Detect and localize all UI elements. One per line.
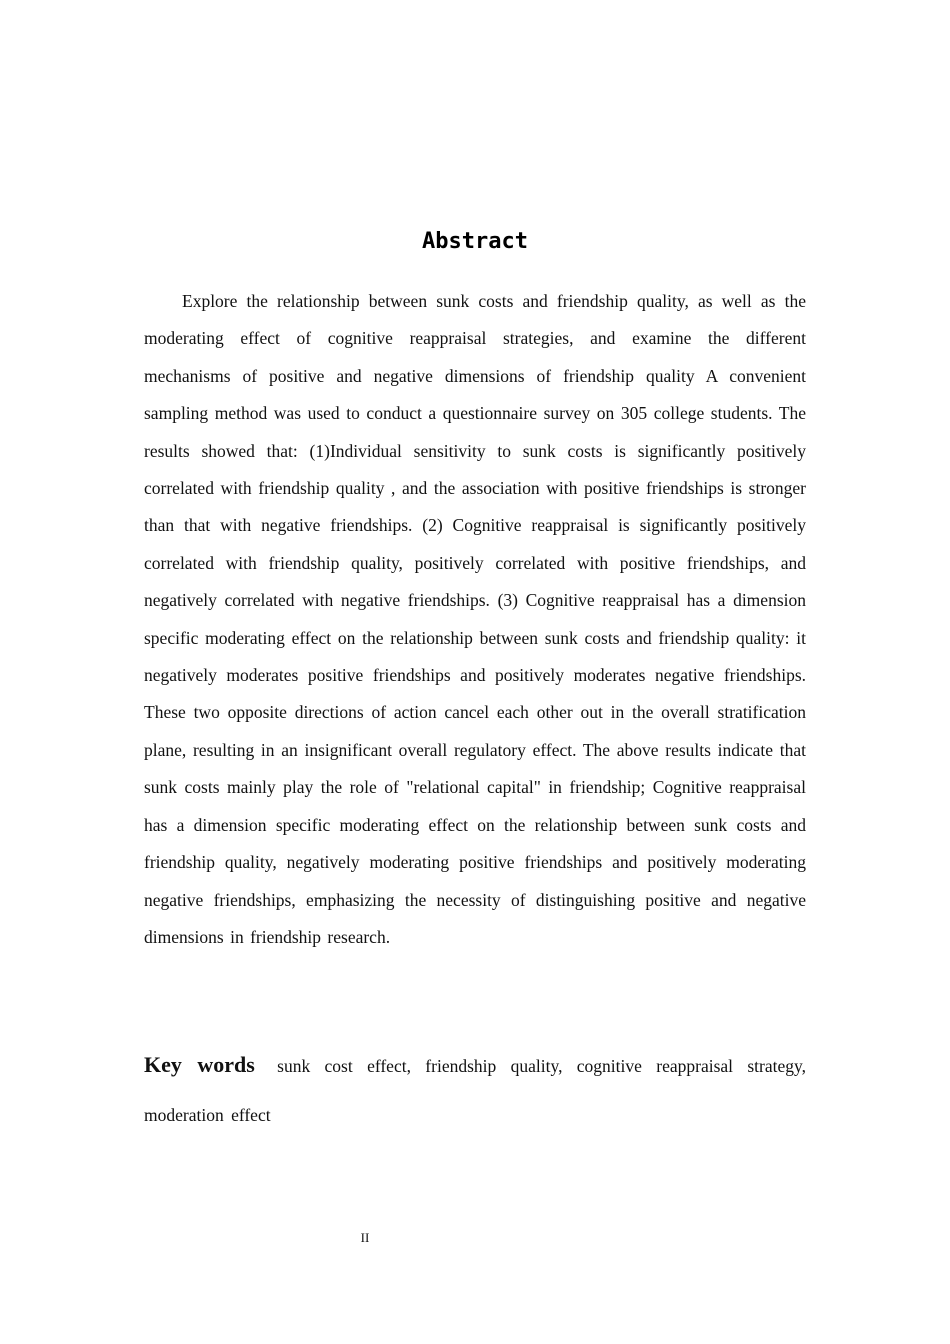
abstract-body: Explore the relationship between sunk costs and friendship quality, as well as the moderating effect of cognitive reappraisal strategies, and examine the different mechanisms of positive and negative dimensions of friendship quality A convenient sampling method was used to conduct a questionnaire survey on 305 college students. The results showed that: (1)Individual sensitivity to sunk costs is significantly positively correlated with friendship quality , and the association with positive friendships is stronger than that with negative friendships. (2) Cognitive reappraisal is significantly positively correlated with friendship quality, positively correlated with positive friendships, and negatively correlated with negative friendships. (3) Cognitive reappraisal has a dimension specific moderating effect on the relationship between sunk costs and friendship quality: it negatively moderates positive friendships and positively moderates negative friendships. These two opposite directions of action cancel each other out in the overall stratification plane, resulting in an insignificant overall regulatory effect. The above results indicate that sunk costs mainly play the role of "relational capital" in friendship; Cognitive reappraisal has a dimension specific moderating effect on the relationship between sunk costs and friendship quality, negatively moderating positive friendships and positively moderating negative friendships, emphasizing the necessity of distinguishing positive and negative dimensions in friendship research.	[144, 291, 806, 947]
abstract-title: Abstract	[422, 229, 528, 254]
keywords-line	[144, 1040, 806, 1140]
page-number: II	[360, 1230, 370, 1245]
keywords-text: sunk cost effect, friendship quality, cognitive reappraisal strategy, moderation effect	[144, 1056, 806, 1125]
keywords-label: Key words	[144, 1052, 255, 1077]
